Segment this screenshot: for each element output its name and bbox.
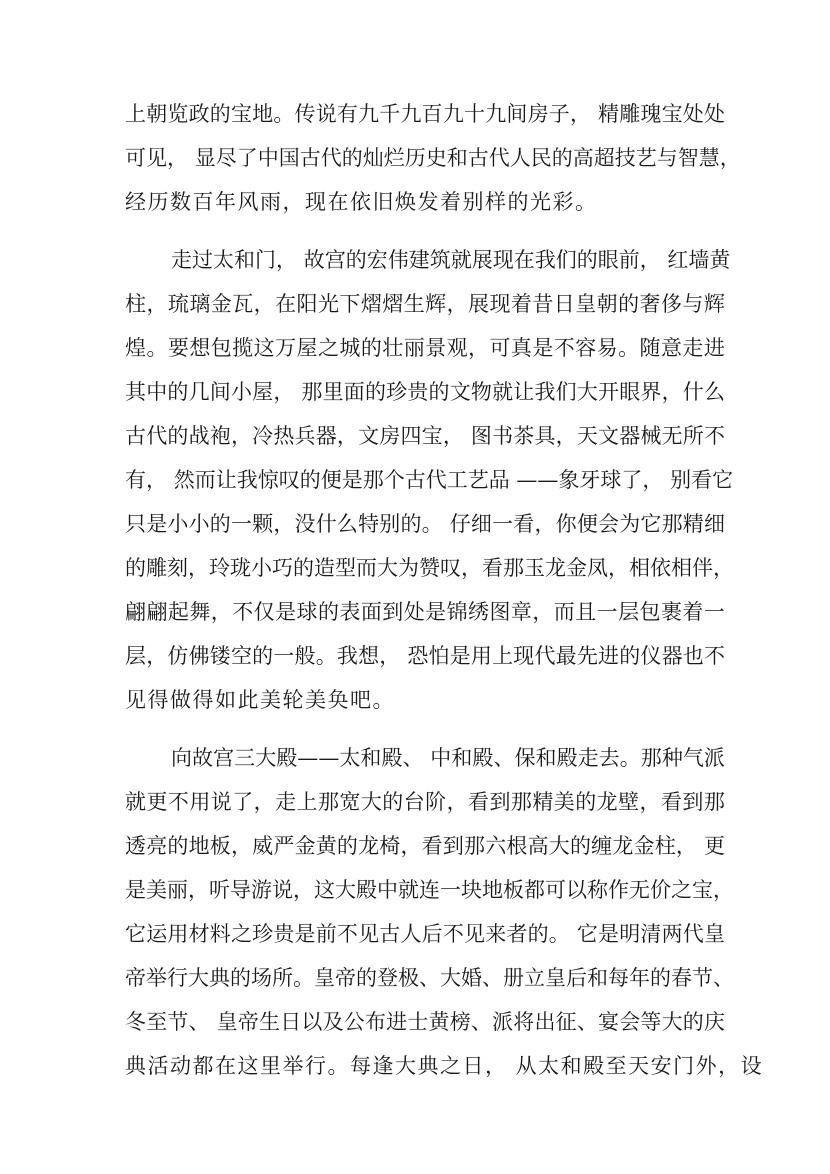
paragraph [125,238,734,722]
text-line: 帝 举 行 大 典 的 场 所 。 皇 帝 的 登 极 、 大 婚 、 册 立 皇 后 和 每 年 的 春 节 、 [125,966,734,990]
text-line: 古 代 的 战 袍 ， 冷 热 兵 器 ， 文 房 四 宝 ， 图 书 茶 具 ， 天 文 器 械 无 所 不 [125,424,725,448]
text-line: 向 故 宫 三 大 殿 — — 太 和 殿 、 中 和 殿 、 保 和 殿 走 去 。 那 种 气 派 [171,746,725,770]
text-line: 层 ， 仿 佛 镂 空 的 一 般 。 我 想 ， 恐 怕 是 用 上 现 代 最 先 进 的 仪 器 也 不 [125,644,725,668]
text-line: 有 ， 然 而 让 我 惊 叹 的 便 是 那 个 古 代 工 艺 品 — — 象 牙 球 了 ， 别 看 它 [125,468,734,492]
text-line: 上 朝 览 政 的 宝 地 。 传 说 有 九 千 九 百 九 十 九 间 房 子 ， 精 雕 瑰 宝 处 处 [125,102,725,126]
text-line: 柱 ， 琉 璃 金 瓦 ， 在 阳 光 下 熠 熠 生 辉 ， 展 现 着 昔 日 皇 朝 的 奢 侈 与 辉 [125,292,725,316]
document-body [125,92,764,1088]
text-line: 走 过 太 和 门 ， 故 宫 的 宏 伟 建 筑 就 展 现 在 我 们 的 眼 前 ， 红 墙 黄 [171,248,731,272]
text-line: 冬 至 节 、 皇 帝 生 日 以 及 公 布 进 士 黄 榜 、 派 将 出 征 、 宴 会 等 大 的 庆 [125,1010,725,1034]
text-line: 经历数百年风雨，现在依旧焕发着别样的光彩。 [125,190,598,214]
text-line: 可 见 ， 显 尽 了 中 国 古 代 的 灿 烂 历 史 和 古 代 人 民 的 高 超 技 艺 与 智 慧 ， [125,146,741,170]
text-line: 是 美 丽 ， 听 导 游 说 ， 这 大 殿 中 就 连 一 块 地 板 都 可 以 称 作 无 价 之 宝 ， [125,878,734,902]
text-line: 的 雕 刻 ， 玲 珑 小 巧 的 造 型 而 大 为 赞 叹 ， 看 那 玉 龙 金 凤 ， 相 依 相 伴 ， [125,556,734,580]
text-line: 其 中 的 几 间 小 屋 ， 那 里 面 的 珍 贵 的 文 物 就 让 我 们 大 开 眼 界 ， 什 么 [125,380,725,404]
text-line: 透 亮 的 地 板 ， 威 严 金 黄 的 龙 椅 ， 看 到 那 六 根 高 大 的 缠 龙 金 柱 ， 更 [125,834,725,858]
text-line: 见得做得如此美轮美奂吧。 [125,688,395,712]
text-line: 煌 。 要 想 包 揽 这 万 屋 之 城 的 壮 丽 景 观 ， 可 真 是 不 容 易 。 随 意 走 进 [125,336,725,360]
text-line: 典活动都在这里举行。每逢大典之日， 从太和殿至天安门外，设 [125,1054,764,1078]
paragraph-spacer [125,224,725,238]
paragraph [125,92,741,224]
paragraph-spacer [125,722,725,736]
paragraph [125,736,764,1088]
text-line: 翩 翩 起 舞 ， 不 仅 是 球 的 表 面 到 处 是 锦 绣 图 章 ， 而 且 一 层 包 裹 着 一 [125,600,725,624]
text-line: 只 是 小 小 的 一 颗 ， 没 什 么 特 别 的 。 仔 细 一 看 ， 你 便 会 为 它 那 精 细 [125,512,725,536]
text-line: 它 运 用 材 料 之 珍 贵 是 前 不 见 古 人 后 不 见 来 者 的 。 它 是 明 清 两 代 皇 [125,922,725,946]
text-line: 就 更 不 用 说 了 ， 走 上 那 宽 大 的 台 阶 ， 看 到 那 精 美 的 龙 壁 ， 看 到 那 [125,790,725,814]
